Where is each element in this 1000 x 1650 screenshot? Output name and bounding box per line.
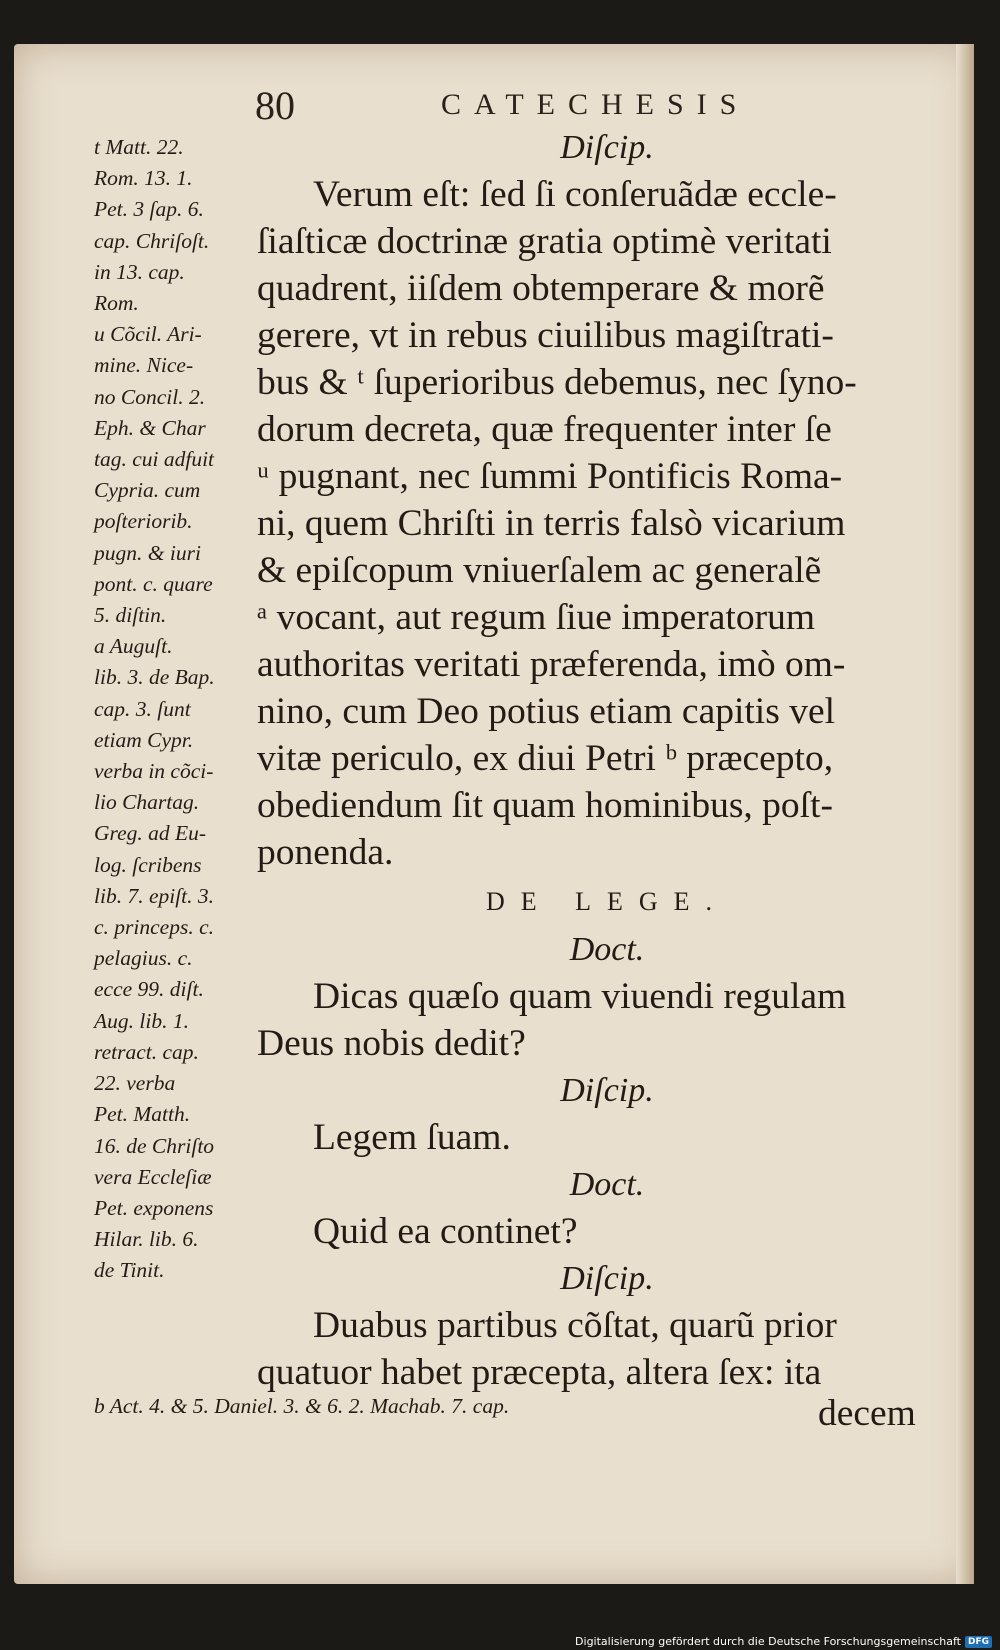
section-heading: DE LEGE. bbox=[485, 887, 729, 916]
text-line: Legem ſuam. bbox=[313, 1117, 511, 1158]
text-line: bus & ᵗ ſuperioribus debemus, nec ſyno- bbox=[257, 362, 857, 403]
margin-note: cap. 3. ſunt bbox=[94, 696, 191, 721]
text-line: dorum decreta, quæ frequenter inter ſe bbox=[257, 409, 832, 450]
dfg-logo-icon: DFG bbox=[965, 1636, 992, 1648]
margin-note: Rom. bbox=[94, 291, 139, 316]
margin-note: t Matt. 22. bbox=[94, 135, 184, 159]
margin-note: vera Eccleſiæ bbox=[94, 1164, 212, 1189]
margin-note: lio Chartag. bbox=[94, 790, 200, 815]
footer-credit-text: Digitalisierung gefördert durch die Deutsche Forschungsgemeinschaft bbox=[575, 1635, 961, 1648]
text-line: ſiaſticæ doctrinæ gratia optimè veritati bbox=[257, 221, 832, 262]
margin-note: 16. de Chriſto bbox=[94, 1133, 215, 1158]
margin-note: Pet. exponens bbox=[94, 1195, 214, 1220]
margin-note: log. ſcribens bbox=[94, 852, 202, 877]
margin-note-bottom: b Act. 4. & 5. Daniel. 3. & 6. 2. Machab. 7. cap. bbox=[94, 1394, 510, 1418]
main-text bbox=[257, 124, 957, 1396]
page-number: 80 bbox=[255, 83, 295, 128]
margin-note: Pet. 3 ſap. 6. bbox=[94, 197, 204, 222]
text-line: Verum eſt: ſed ſi conſeruãdæ eccle- bbox=[313, 174, 837, 215]
margin-note: mine. Nice- bbox=[94, 353, 194, 378]
margin-note: poſteriorib. bbox=[94, 509, 193, 534]
margin-note: pelagius. c. bbox=[94, 946, 193, 971]
text-line: Duabus partibus cõſtat, quarũ prior bbox=[313, 1305, 837, 1346]
margin-note: Cypria. cum bbox=[94, 478, 201, 503]
margin-note: tag. cui adfuit bbox=[94, 447, 215, 472]
margin-note: c. princeps. c. bbox=[94, 915, 215, 940]
page-edge bbox=[956, 44, 974, 1584]
text-line: gerere, vt in rebus ciuilibus magiſtrati- bbox=[257, 315, 834, 356]
footer-credit bbox=[575, 1635, 992, 1648]
margin-note: cap. Chriſoſt. bbox=[94, 228, 210, 253]
text-line: obediendum ſit quam hominibus, poſt- bbox=[257, 785, 833, 826]
text-line: vitæ periculo, ex diui Petri ᵇ præcepto, bbox=[257, 738, 834, 779]
running-title: CATECHESIS bbox=[441, 88, 750, 121]
text-line: Deus nobis dedit? bbox=[257, 1023, 526, 1064]
text-line: quadrent, iiſdem obtemperare & morẽ bbox=[257, 268, 825, 309]
margin-note: etiam Cypr. bbox=[94, 727, 194, 752]
margin-note: lib. 3. de Bap. bbox=[94, 665, 215, 690]
speaker-label: Diſcip. bbox=[560, 1072, 654, 1109]
speaker-label: Doct. bbox=[569, 1166, 645, 1203]
text-line: nino, cum Deo potius etiam capitis vel bbox=[257, 691, 836, 732]
margin-note: de Tinit. bbox=[94, 1258, 165, 1283]
text-line: ᵘ pugnant, nec ſummi Pontificis Roma- bbox=[257, 456, 843, 497]
margin-note: lib. 7. epiſt. 3. bbox=[94, 883, 215, 908]
margin-notes bbox=[94, 132, 254, 1287]
speaker-label: Diſcip. bbox=[560, 1260, 654, 1297]
margin-note: 22. verba bbox=[94, 1071, 176, 1096]
margin-note: 5. diſtin. bbox=[94, 603, 167, 628]
text-line: ni, quem Chriſti in terris falsò vicarium bbox=[257, 503, 846, 544]
margin-note: Pet. Matth. bbox=[94, 1102, 191, 1127]
margin-note: Aug. lib. 1. bbox=[94, 1008, 189, 1033]
text-line: authoritas veritati præferenda, imò om- bbox=[257, 644, 846, 685]
margin-note: u Cõcil. Ari- bbox=[94, 322, 202, 347]
margin-note: in 13. cap. bbox=[94, 259, 185, 284]
margin-note: Eph. & Char bbox=[94, 415, 206, 440]
speaker-label: Doct. bbox=[569, 931, 645, 968]
margin-note: Greg. ad Eu- bbox=[94, 821, 207, 846]
margin-note: retract. cap. bbox=[94, 1039, 199, 1064]
margin-note: ecce 99. diſt. bbox=[94, 977, 204, 1002]
text-line: ᵃ vocant, aut regum ſiue imperatorum bbox=[257, 597, 815, 638]
margin-note: pont. c. quare bbox=[94, 571, 213, 596]
text-line: ponenda. bbox=[257, 832, 394, 873]
margin-note: no Concil. 2. bbox=[94, 384, 206, 409]
margin-note: Rom. 13. 1. bbox=[94, 166, 193, 191]
speaker-label: Diſcip. bbox=[560, 129, 654, 166]
margin-note: pugn. & iuri bbox=[94, 540, 201, 565]
text-line: & epiſcopum vniuerſalem ac generalẽ bbox=[257, 550, 822, 591]
text-line: Dicas quæſo quam viuendi regulam bbox=[313, 976, 847, 1017]
margin-note: Hilar. lib. 6. bbox=[94, 1227, 199, 1252]
catchword: decem bbox=[818, 1393, 916, 1434]
text-line: Quid ea continet? bbox=[313, 1211, 578, 1252]
margin-note: verba in cõci- bbox=[94, 759, 214, 784]
text-line: quatuor habet præcepta, altera ſex: ita bbox=[257, 1352, 822, 1393]
margin-note: a Auguſt. bbox=[94, 634, 173, 659]
